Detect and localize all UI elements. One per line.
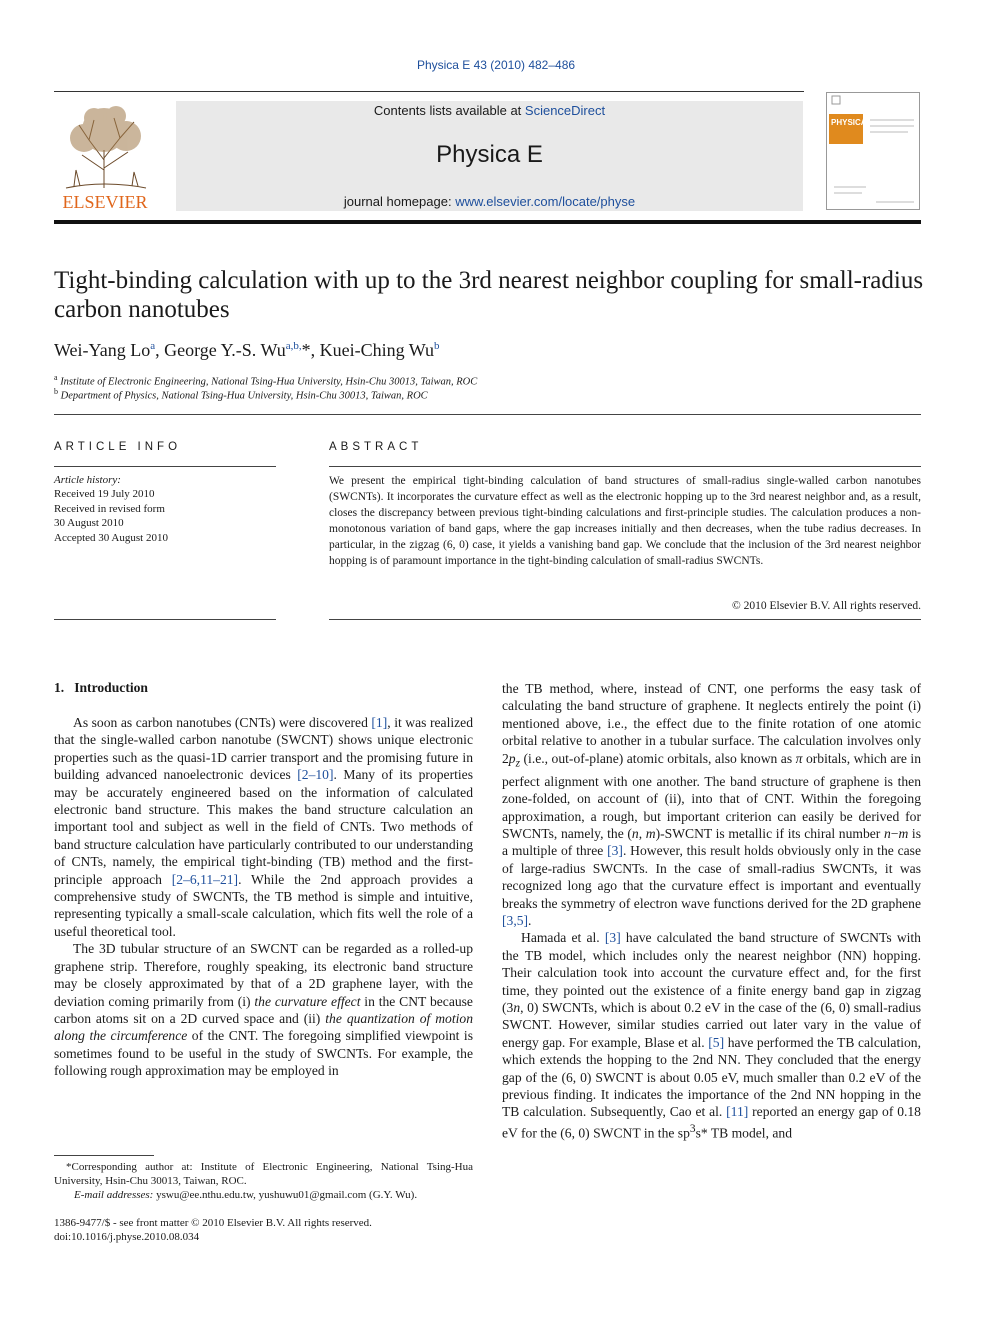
abstract-heading: ABSTRACT xyxy=(329,441,423,453)
cover-title: PHYSICA xyxy=(831,118,867,127)
author-affiliation-marker[interactable]: a,b, xyxy=(285,340,302,352)
masthead-rule xyxy=(54,220,921,224)
masthead-top-rule xyxy=(54,91,804,92)
history-label: Article history: xyxy=(54,474,121,486)
citation-link[interactable]: [11] xyxy=(726,1104,749,1120)
affiliation-a xyxy=(54,373,477,388)
email-label: E-mail addresses: xyxy=(74,1189,154,1201)
citation-link[interactable]: [1] xyxy=(371,715,388,730)
sciencedirect-link[interactable]: ScienceDirect xyxy=(524,103,606,118)
citation-link[interactable]: [5] xyxy=(708,1034,725,1050)
citation-link[interactable]: [3] xyxy=(607,843,623,859)
journal-citation[interactable]: Physica E 43 (2010) 482–486 xyxy=(416,58,576,72)
doi-line[interactable]: doi:10.1016/j.physe.2010.08.034 xyxy=(54,1231,200,1243)
issn-block xyxy=(54,1216,372,1244)
citation-link[interactable]: [3,5] xyxy=(502,913,529,928)
divider xyxy=(54,619,276,620)
paper-title: Tight-binding calculation with up to the 3rd nearest neighbor coupling for small-radius carbon nanotubes xyxy=(54,267,924,323)
author-separator: , xyxy=(310,340,320,360)
journal-banner xyxy=(176,101,803,211)
section-heading xyxy=(54,680,148,696)
history-line: 30 August 2010 xyxy=(54,517,124,530)
article-info-heading: ARTICLE INFO xyxy=(54,441,182,453)
issn-line: 1386-9477/$ - see front matter © 2010 Elsevier B.V. All rights reserved. xyxy=(54,1217,372,1229)
author-list xyxy=(54,340,440,361)
email-footnote xyxy=(54,1188,473,1202)
footnote-text: Corresponding author at: Institute of Electronic Engineering, National Tsing-Hua University, Hsin-Chu 30013, Taiwan, ROC. xyxy=(54,1161,473,1187)
divider xyxy=(54,466,276,467)
journal-cover-thumbnail[interactable] xyxy=(826,92,920,210)
affiliation-label: b xyxy=(54,387,58,396)
author-name: Kuei-Ching Wu xyxy=(319,340,435,360)
author-name: Wei-Yang Lo xyxy=(54,340,151,360)
body-column-right xyxy=(502,680,921,1142)
history-line: Received in revised form xyxy=(54,502,165,515)
journal-name: Physica E xyxy=(436,141,543,168)
affiliation-b xyxy=(54,387,428,402)
affiliation-text: Department of Physics, National Tsing-Hua University, Hsin-Chu 30013, Taiwan, ROC xyxy=(60,390,428,402)
citation-link[interactable]: [3] xyxy=(604,930,621,946)
affiliation-text: Institute of Electronic Engineering, National Tsing-Hua University, Hsin-Chu 30013, Taiwan, ROC xyxy=(60,376,478,388)
citation-link[interactable]: [2–10] xyxy=(297,767,334,783)
elsevier-wordmark: ELSEVIER xyxy=(62,192,148,212)
affiliation-label: a xyxy=(54,373,58,382)
footnotes xyxy=(54,1160,473,1202)
history-line: Received 19 July 2010 xyxy=(54,488,155,501)
divider xyxy=(54,414,921,415)
corresponding-author-star[interactable]: * xyxy=(301,340,311,360)
author-separator: , xyxy=(155,340,165,360)
homepage-link[interactable]: www.elsevier.com/locate/physe xyxy=(455,194,636,209)
homepage-line xyxy=(176,194,803,209)
divider xyxy=(329,466,921,467)
section-number: 1. xyxy=(54,680,65,695)
contents-line xyxy=(176,103,803,118)
copyright-notice: © 2010 Elsevier B.V. All rights reserved. xyxy=(732,600,921,612)
contents-prefix: Contents lists available at xyxy=(373,103,525,118)
body-paragraph: As soon as carbon nanotubes (CNTs) were discovered [1], it was realized that the single-walled carbon nanotube (SWCNT) shows unique electronic properties such as the quasi-1D carrier transport and the promising future in building advanced nanoelectronic devices [2–10]. Many of its properties may be accurately engineered based on the information of calculated electronic band structure. This makes the band structure calculation an important tool and subject as well in the field of CNTs. Two methods of band structure calculation have particularly contributed to our understanding of CNTs, namely, the empirical tight-binding (TB) method and the first-principle approach [2–6,11–21]. While the 2nd approach provides a comprehensive study of SWCNTs, the TB method is simple and intuitive, representing typically a small-scale calculation, which fits well the role of a useful theoretical tool. xyxy=(54,715,473,939)
footnote-rule xyxy=(54,1155,154,1156)
elsevier-logo xyxy=(54,100,156,212)
body-column-left xyxy=(54,714,473,1080)
footnote-star: * xyxy=(66,1161,72,1173)
body-paragraph: the TB method, where, instead of CNT, one performs the easy task of calculating the band structure of graphene. It neglects entirely the point (i) mentioned above, i.e., the effect due to the finite rotation of one atomic orbital relative to another in a tubular surface. The calculation involves only $2p_z$ (i.e., out-of-plane) atomic orbitals, also known as π orbitals, which are in perfect alignment with one another. The band structure of graphene is then zone-folded, on account of (ii), into that of CNT. Within the foregoing approximation, a rough, but important criterion can easily be derived for SWCNTs, namely, the (n, m)-SWCNT is metallic if its chiral number n−m is a multiple of three [3]. However, this result holds obviously only in the case of large-radius SWCNTs. In the case of small-radius SWCNTs, it was recognized long ago that the curvature effect is important and eventually breaks the symmetry of electron wave functions derived for the 2D graphene [3,5]. xyxy=(502,681,922,928)
body-paragraph: Hamada et al. [3] have calculated the band structure of SWCNTs with the TB model, which includes only the nearest neighbor (NN) hopping. Their calculation took into account the curvature effect and, for the first time, they pointed out the existence of a finite energy band gap in zigzag (3n, 0) SWCNTs, which is about 0.2 eV in the case of the (6, 0) small-radius SWCNT. However, similar studies carried out later vary in the value of energy gap. For example, Blase et al. [5] have performed the TB calculation, which extends the hopping to the 2nd NN. They concluded that the energy gap of the (6, 0) SWCNT is about 0.05 eV, much smaller than 0.2 eV of the previous finding. It indicates the importance of the 2nd NN hopping in the TB calculation. Subsequently, Cao et al. [11] reported an energy gap of 0.18 eV for the (6, 0) SWCNT in the $sp^3s*$ TB model, and xyxy=(502,930,922,1141)
citation-link[interactable]: [2–6,11–21] xyxy=(171,871,239,887)
divider xyxy=(329,619,921,620)
body-paragraph: The 3D tubular structure of an SWCNT can be regarded as a rolled-up graphene strip. Therefore, roughly speaking, its electronic band structure may be closely approximated by that of a 2D graphene layer, with the deviation coming primarily from (i) the curvature effect in the CNT because carbon atoms sit on a 2D curved space and (ii) the quantization of motion along the circumference of the CNT. The foregoing simplified viewpoint is sometimes found to be useful in the study of SWCNTs. For example, the following rough approximation may be employed in xyxy=(54,941,474,1079)
author-affiliation-marker[interactable]: b xyxy=(434,340,440,352)
homepage-prefix: journal homepage: xyxy=(343,194,456,209)
abstract-text: We present the empirical tight-binding calculation of band structures of small-radius single-walled carbon nanotubes (SWCNTs). It incorporates the curvature effect as well as the electronic hopping up to the 3rd nearest neighbor and, as a result, closes the discrepancy between previous tight-binding calculations and first-principle studies. The calculation produces a non-monotonous variation of band gaps, where the gap increases initially and then decreases, when the tube radius decreases. In particular, in the zigzag (6, 0) case, it yields a vanishing band gap. We conclude that the inclusion of the 3rd nearest neighbor hopping is of paramount importance in the tight-binding calculation of small-radius SWCNTs. xyxy=(329,475,921,567)
corresponding-author-footnote xyxy=(54,1160,473,1188)
author-name: George Y.-S. Wu xyxy=(164,340,286,360)
article-history xyxy=(54,473,168,545)
email-addresses[interactable]: yswu@ee.nthu.edu.tw, yushuwu01@gmail.com (G.Y. Wu). xyxy=(156,1189,418,1201)
author-affiliation-marker[interactable]: a xyxy=(150,340,156,352)
section-title: Introduction xyxy=(74,680,148,695)
history-line: Accepted 30 August 2010 xyxy=(54,531,168,544)
